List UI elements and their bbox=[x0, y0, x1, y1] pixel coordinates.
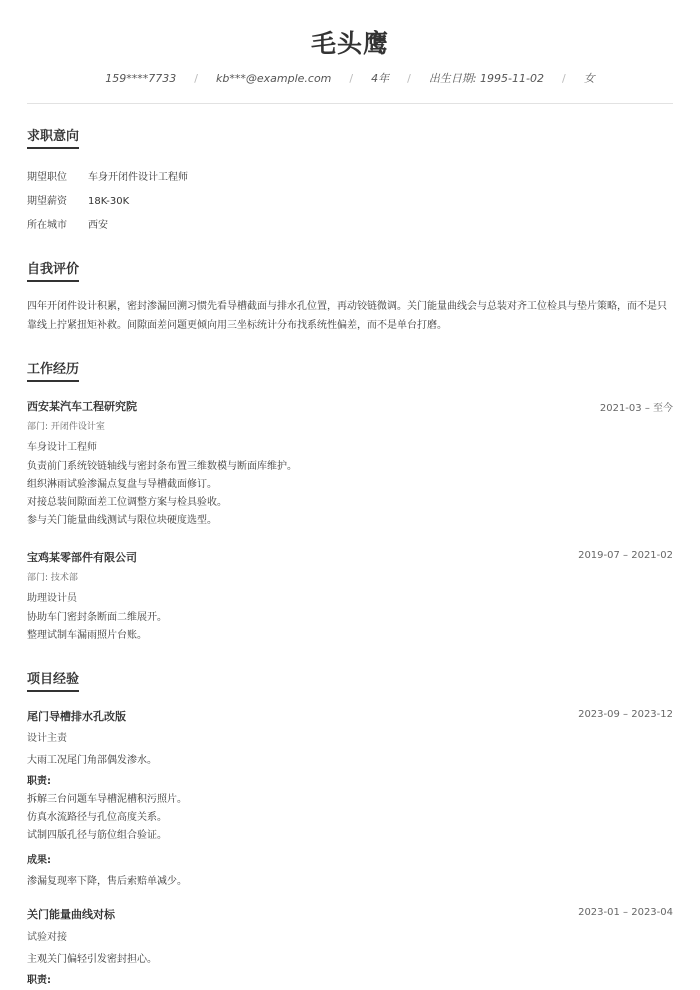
work-dept: 部门: 技术部 bbox=[27, 573, 78, 583]
section-title-self-eval bbox=[27, 258, 79, 277]
project-name: 尾门导槽排水孔改版 bbox=[27, 710, 126, 723]
section-title-projects bbox=[27, 668, 79, 687]
intent-value: 西安 bbox=[88, 220, 108, 231]
section-title-text: 自我评价 bbox=[27, 262, 80, 277]
duty-item: 参与关门能量曲线测试与限位块硬度选型。 bbox=[27, 515, 217, 526]
project-duties bbox=[27, 791, 187, 845]
contact-bar bbox=[0, 70, 700, 86]
project-summary: 主观关门偏轻引发密封担心。 bbox=[27, 954, 157, 965]
section-underline bbox=[27, 690, 79, 692]
intent-label: 期望薪资 bbox=[27, 196, 67, 207]
project-role: 设计主责 bbox=[27, 733, 67, 744]
duty-item: 试制四版孔径与筋位组合验证。 bbox=[27, 830, 167, 841]
duty-label: 职责: bbox=[27, 975, 51, 986]
section-underline bbox=[27, 147, 79, 149]
work-duties bbox=[27, 609, 167, 645]
section-title-job-intent bbox=[27, 125, 79, 144]
project-date: 2023-09 – 2023-12 bbox=[578, 709, 673, 720]
work-date: 2021-03 – 至今 bbox=[599, 403, 673, 414]
project-role: 试验对接 bbox=[27, 932, 67, 943]
duty-item: 协助车门密封条断面二维展开。 bbox=[27, 612, 167, 623]
intent-row-city bbox=[27, 216, 108, 231]
section-underline bbox=[27, 280, 79, 282]
birth-date: 出生日期: 1995-11-02 bbox=[428, 72, 544, 85]
section-underline bbox=[27, 380, 79, 382]
work-company: 西安某汽车工程研究院 bbox=[27, 400, 137, 413]
separator: / bbox=[194, 71, 199, 85]
duty-label: 职责: bbox=[27, 776, 51, 787]
gender: 女 bbox=[583, 72, 595, 85]
project-summary: 大雨工况尾门角部偶发渗水。 bbox=[27, 755, 157, 766]
intent-label: 所在城市 bbox=[27, 220, 67, 231]
duty-item: 负责前门系统铰链轴线与密封条布置三维数模与断面库维护。 bbox=[27, 461, 297, 472]
header-divider bbox=[27, 103, 673, 104]
duty-item: 拆解三台问题车导槽泥槽积污照片。 bbox=[27, 794, 187, 805]
work-company: 宝鸡某零部件有限公司 bbox=[27, 551, 137, 564]
intent-row-position bbox=[27, 168, 188, 183]
project-result: 渗漏复现率下降，售后索赔单减少。 bbox=[27, 876, 187, 887]
candidate-name: 毛头鹰 bbox=[310, 29, 389, 58]
duty-item: 仿真水流路径与孔位高度关系。 bbox=[27, 812, 167, 823]
intent-label: 期望职位 bbox=[27, 172, 67, 183]
work-dept: 部门: 开闭件设计室 bbox=[27, 422, 105, 432]
intent-value: 18K-30K bbox=[88, 196, 130, 207]
separator: / bbox=[407, 71, 411, 85]
separator: / bbox=[349, 71, 354, 85]
section-title-work bbox=[27, 358, 79, 377]
work-role: 助理设计员 bbox=[27, 593, 77, 604]
intent-value: 车身开闭件设计工程师 bbox=[88, 172, 188, 183]
project-date: 2023-01 – 2023-04 bbox=[578, 907, 673, 918]
phone: 159****7733 bbox=[105, 71, 177, 85]
section-title-text: 项目经验 bbox=[27, 672, 80, 687]
email: kb***@example.com bbox=[216, 71, 332, 85]
work-date: 2019-07 – 2021-02 bbox=[578, 550, 673, 561]
duty-item: 对接总装间隙面差工位调整方案与检具验收。 bbox=[27, 497, 227, 508]
duty-item: 组织淋雨试验渗漏点复盘与导槽截面修订。 bbox=[27, 479, 217, 490]
section-title-text: 求职意向 bbox=[27, 129, 80, 144]
intent-row-salary bbox=[27, 192, 129, 207]
separator: / bbox=[561, 71, 566, 85]
duty-item: 整理试制车漏雨照片台账。 bbox=[27, 630, 147, 641]
work-role: 车身设计工程师 bbox=[27, 442, 97, 453]
result-label: 成果: bbox=[27, 855, 51, 866]
self-eval-text: 四年开闭件设计积累，密封渗漏回溯习惯先看导槽截面与排水孔位置，再动铰链微调。关门能量曲线会与总装对齐工位检具与垫片策略，而不是只靠线上拧紧扭矩补救。间隙面差问题更倾向用三坐标统计分布找系统性偏差，而不是单台打磨。 bbox=[27, 301, 667, 331]
section-title-text: 工作经历 bbox=[27, 362, 80, 377]
experience-years: 4年 bbox=[371, 72, 390, 85]
work-duties bbox=[27, 458, 297, 530]
project-name: 关门能量曲线对标 bbox=[27, 908, 115, 921]
